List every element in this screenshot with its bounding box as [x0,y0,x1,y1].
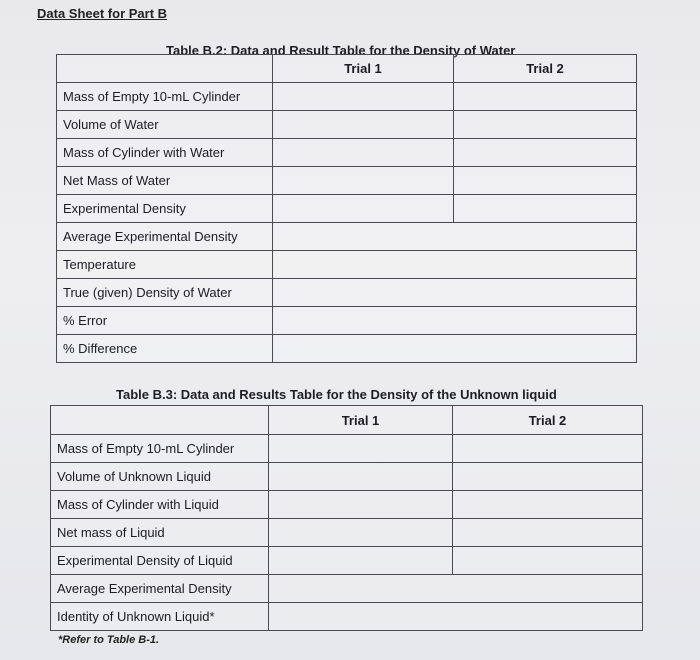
table-row [57,139,637,167]
water-density-table [56,54,637,363]
table-row [57,111,637,139]
combined-value-cell[interactable] [269,575,643,603]
table-b3-caption: Table B.3: Data and Results Table for the Density of the Unknown liquid [116,387,557,402]
table-row [57,251,637,279]
combined-value-cell[interactable] [273,251,637,279]
header-trial-1: Trial 1 [269,406,453,435]
combined-value-cell[interactable] [273,335,637,363]
trial-2-value-cell[interactable] [454,167,637,195]
row-label: Average Experimental Density [51,575,269,603]
header-trial-1: Trial 1 [273,55,454,83]
table-row [57,279,637,307]
table-row [57,83,637,111]
table-row [51,519,643,547]
row-label: Net Mass of Water [57,167,273,195]
trial-1-value-cell[interactable] [269,435,453,463]
row-label: % Error [57,307,273,335]
trial-2-value-cell[interactable] [454,139,637,167]
row-label: Net mass of Liquid [51,519,269,547]
footnote: *Refer to Table B-1. [58,634,160,646]
row-label: Average Experimental Density [57,223,273,251]
trial-1-value-cell[interactable] [269,547,453,575]
trial-2-value-cell[interactable] [453,547,643,575]
trial-2-value-cell[interactable] [454,195,637,223]
trial-1-value-cell[interactable] [273,195,454,223]
combined-value-cell[interactable] [273,223,637,251]
table-row [57,335,637,363]
trial-1-value-cell[interactable] [273,167,454,195]
trial-2-value-cell[interactable] [454,111,637,139]
row-label: Temperature [57,251,273,279]
combined-value-cell[interactable] [273,307,637,335]
header-blank [51,406,269,435]
table-row [57,195,637,223]
trial-1-value-cell[interactable] [273,139,454,167]
row-label: Mass of Empty 10-mL Cylinder [51,435,269,463]
combined-value-cell[interactable] [273,279,637,307]
trial-1-value-cell[interactable] [269,491,453,519]
unknown-liquid-table [50,405,643,631]
row-label: Mass of Cylinder with Water [57,139,273,167]
trial-1-value-cell[interactable] [273,83,454,111]
row-label: Experimental Density [57,195,273,223]
header-trial-2: Trial 2 [453,406,643,435]
table-row [51,547,643,575]
row-label: Identity of Unknown Liquid* [51,603,269,631]
trial-2-value-cell[interactable] [453,463,643,491]
row-label: Mass of Cylinder with Liquid [51,491,269,519]
trial-1-value-cell[interactable] [269,463,453,491]
table-row [57,167,637,195]
header-blank [57,55,273,83]
table-row [57,223,637,251]
trial-2-value-cell[interactable] [453,491,643,519]
table-row [51,603,643,631]
header-trial-2: Trial 2 [454,55,637,83]
table-row [51,491,643,519]
trial-2-value-cell[interactable] [454,83,637,111]
row-label: Volume of Unknown Liquid [51,463,269,491]
row-label: Volume of Water [57,111,273,139]
table-row [57,307,637,335]
row-label: Experimental Density of Liquid [51,547,269,575]
table-row [51,463,643,491]
trial-2-value-cell[interactable] [453,435,643,463]
trial-1-value-cell[interactable] [273,111,454,139]
row-label: True (given) Density of Water [57,279,273,307]
row-label: Mass of Empty 10-mL Cylinder [57,83,273,111]
trial-2-value-cell[interactable] [453,519,643,547]
table-b2-caption: Table B.2: Data and Result Table for the Density of Water [166,43,516,58]
table-row [51,435,643,463]
sheet-title: Data Sheet for Part B [37,6,168,21]
table-row [51,575,643,603]
trial-1-value-cell[interactable] [269,519,453,547]
combined-value-cell[interactable] [269,603,643,631]
row-label: % Difference [57,335,273,363]
